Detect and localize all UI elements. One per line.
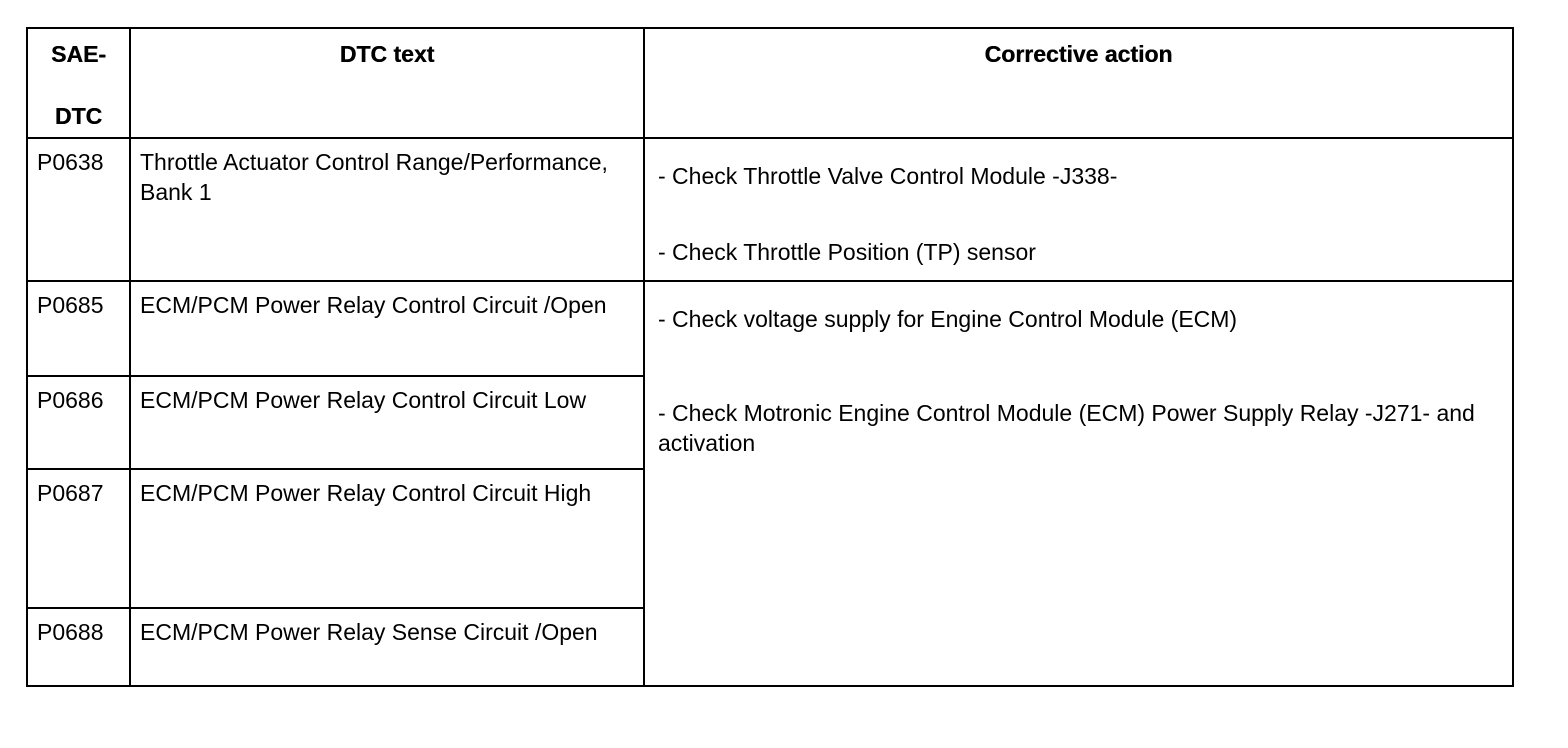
dtc-code: P0688 (27, 608, 130, 686)
corrective-action-group-2 (644, 281, 1513, 686)
corrective-action-item: - Check Throttle Valve Control Module -J338- (658, 163, 1118, 189)
header-corrective-action (644, 28, 1513, 138)
header-dtc-text (130, 28, 644, 138)
table-row (27, 138, 1513, 281)
dtc-code: P0687 (27, 469, 130, 608)
dtc-text: ECM/PCM Power Relay Control Circuit High (130, 469, 644, 608)
corrective-action-item: - Check voltage supply for Engine Control Module (ECM) (658, 306, 1238, 332)
corrective-action-item: - Check Throttle Position (TP) sensor (658, 239, 1036, 265)
header-sae-dtc (27, 28, 130, 138)
table-row (27, 281, 1513, 376)
dtc-text: ECM/PCM Power Relay Control Circuit /Open (130, 281, 644, 376)
dtc-code: P0638 (27, 138, 130, 281)
header-dtc-text-label: DTC text (339, 41, 435, 67)
dtc-text: ECM/PCM Power Relay Control Circuit Low (130, 376, 644, 469)
dtc-text: ECM/PCM Power Relay Sense Circuit /Open (130, 608, 644, 686)
corrective-action-group-1 (644, 138, 1513, 281)
dtc-code: P0686 (27, 376, 130, 469)
header-row (27, 28, 1513, 138)
corrective-action-item: - Check Motronic Engine Control Module (ECM) Power Supply Relay -J271- and activation (658, 400, 1475, 456)
dtc-code: P0685 (27, 281, 130, 376)
header-sae-dtc-line2: DTC (54, 103, 103, 129)
dtc-text: Throttle Actuator Control Range/Performance, Bank 1 (130, 138, 644, 281)
header-sae-dtc-line1: SAE- (51, 41, 106, 67)
dtc-table (26, 27, 1514, 687)
header-corrective-action-label: Corrective action (984, 41, 1173, 67)
